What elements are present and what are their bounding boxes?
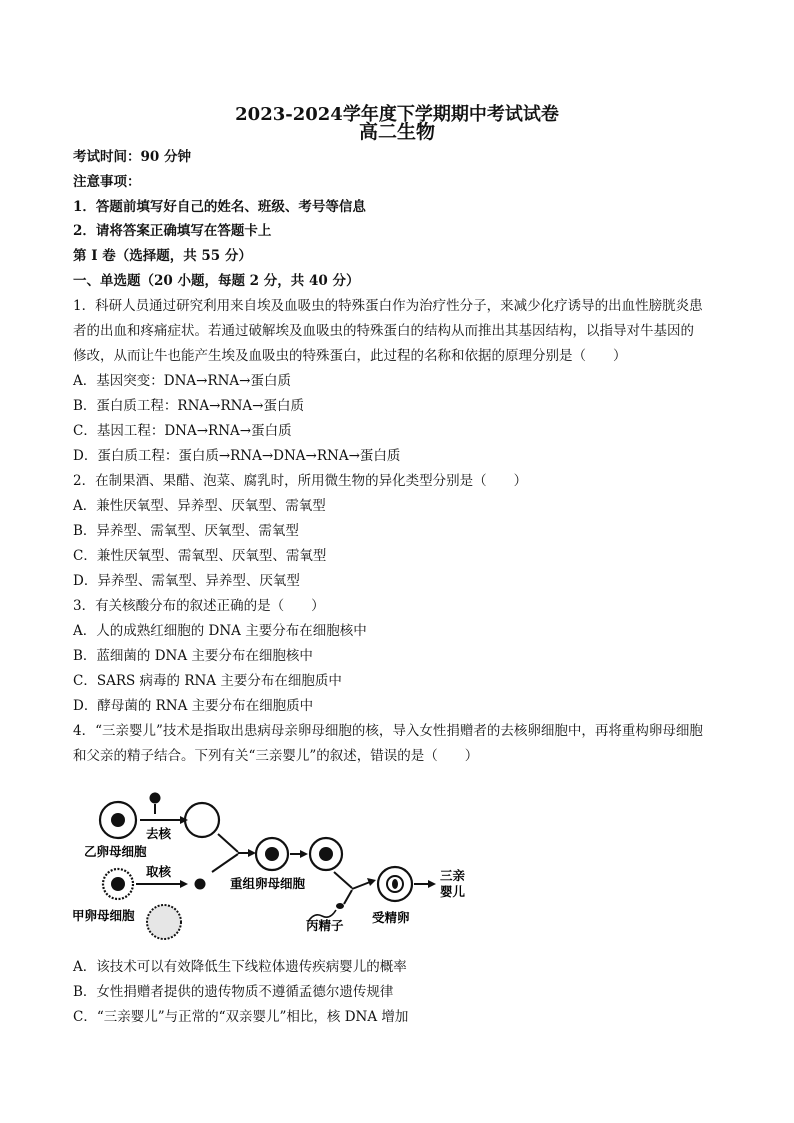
q1-option-b: B．蛋白质工程：RNA→RNA→蛋白质 <box>73 398 304 414</box>
q3-option-a: A．人的成熟红细胞的 DNA 主要分布在细胞核中 <box>73 623 367 639</box>
notice-heading: 注意事项： <box>73 174 141 190</box>
extracted-nucleus <box>195 879 206 890</box>
q2-option-b: B．异养型、需氧型、厌氧型、需氧型 <box>73 523 299 539</box>
sperm-head <box>336 903 344 909</box>
q1-stem-line-1: 1．科研人员通过研究利用来自埃及血吸虫的特殊蛋白作为治疗性分子，来减少化疗诱导的出血性膀胱炎患 <box>73 298 703 314</box>
label-reconstructed: 重组卵母细胞 <box>230 876 306 891</box>
fert-line-bottom <box>344 890 352 904</box>
take-nucleus-arrow-tip <box>180 880 188 888</box>
q2-option-c: C．兼性厌氧型、需氧型、厌氧型、需氧型 <box>73 548 327 564</box>
three-parent-baby-diagram <box>72 782 490 942</box>
q4-option-a: A．该技术可以有效降低生下线粒体遗传疾病婴儿的概率 <box>73 959 407 975</box>
label-take-nucleus: 取核 <box>146 864 172 879</box>
exam-time: 考试时间：90 分钟 <box>73 149 191 165</box>
q3-option-c: C．SARS 病毒的 RNA 主要分布在细胞质中 <box>73 673 342 689</box>
q1-option-d: D．蛋白质工程：蛋白质→RNA→DNA→RNA→蛋白质 <box>73 448 401 464</box>
subject-title: 高二生物 <box>358 121 435 143</box>
egg-a-remaining <box>147 905 181 939</box>
q4-option-c: C．“三亲婴儿”与正常的“双亲婴儿”相比，核 DNA 增加 <box>73 1009 409 1025</box>
label-zygote: 受精卵 <box>372 910 410 925</box>
q4-stem-line-1: 4．“三亲婴儿”技术是指取出患病母亲卵母细胞的核，导入女性捐赠者的去核卵细胞中，再将重构卵母细胞 <box>73 723 703 739</box>
q3-option-d: D．酵母菌的 RNA 主要分布在细胞质中 <box>73 698 314 714</box>
section-heading: 一、单选题（20 小题，每题 2 分，共 40 分） <box>73 273 360 289</box>
q1-option-c: C．基因工程：DNA→RNA→蛋白质 <box>73 423 292 439</box>
merge-line-top <box>218 834 238 852</box>
exam-title: 2023-2024学年度下学期期中考试试卷 <box>235 104 559 125</box>
q1-option-a: A．基因突变：DNA→RNA→蛋白质 <box>73 373 291 389</box>
reconstruct-arrow-tip <box>300 850 308 858</box>
label-baby-1: 三亲 <box>440 868 466 883</box>
q2-stem: 2．在制果酒、果醋、泡菜、腐乳时，所用微生物的异化类型分别是（ ） <box>73 473 528 489</box>
q4-option-b: B．女性捐赠者提供的遗传物质不遵循孟德尔遗传规律 <box>73 984 394 1000</box>
notice-item-1: 1．答题前填写好自己的姓名、班级、考号等信息 <box>73 199 366 215</box>
egg-a-nucleus <box>111 877 125 891</box>
part-heading: 第 I 卷（选择题，共 55 分） <box>73 248 252 264</box>
notice-item-2: 2．请将答案正确填写在答题卡上 <box>73 223 272 239</box>
q3-option-b: B．蓝细菌的 DNA 主要分布在细胞核中 <box>73 648 313 664</box>
egg-b-nucleus <box>111 813 125 827</box>
mature-egg-nucleus <box>319 847 333 861</box>
label-sperm: 丙精子 <box>306 918 344 933</box>
q3-stem: 3．有关核酸分布的叙述正确的是（ ） <box>73 598 325 614</box>
merge-arrow-tip <box>248 849 256 857</box>
q1-stem-line-3: 修改，从而让牛也能产生埃及血吸虫的特殊蛋白，此过程的名称和依据的原理分别是（ ） <box>73 348 627 364</box>
q1-stem-line-2: 者的出血和疼痛症状。若通过破解埃及血吸虫的特殊蛋白的结构从而推出其基因结构，以指导对牛基因的 <box>73 323 694 339</box>
label-remove-nucleus: 去核 <box>146 826 172 841</box>
label-baby-2: 婴儿 <box>440 884 466 899</box>
merge-line-bottom <box>212 854 238 872</box>
fert-line-top <box>334 872 352 888</box>
q2-option-a: A．兼性厌氧型、异养型、厌氧型、需氧型 <box>73 498 326 514</box>
q4-stem-line-2: 和父亲的精子结合。下列有关“三亲婴儿”的叙述，错误的是（ ） <box>73 748 479 764</box>
q2-option-d: D．异养型、需氧型、异养型、厌氧型 <box>73 573 300 589</box>
label-egg-b: 乙卵母细胞 <box>84 844 147 859</box>
enucleated-egg <box>185 803 219 837</box>
zygote-core <box>392 879 398 889</box>
reconstructed-egg-nucleus <box>265 847 279 861</box>
baby-arrow-tip <box>428 880 436 888</box>
fert-arrow <box>352 882 370 889</box>
label-egg-a: 甲卵母细胞 <box>72 908 135 923</box>
